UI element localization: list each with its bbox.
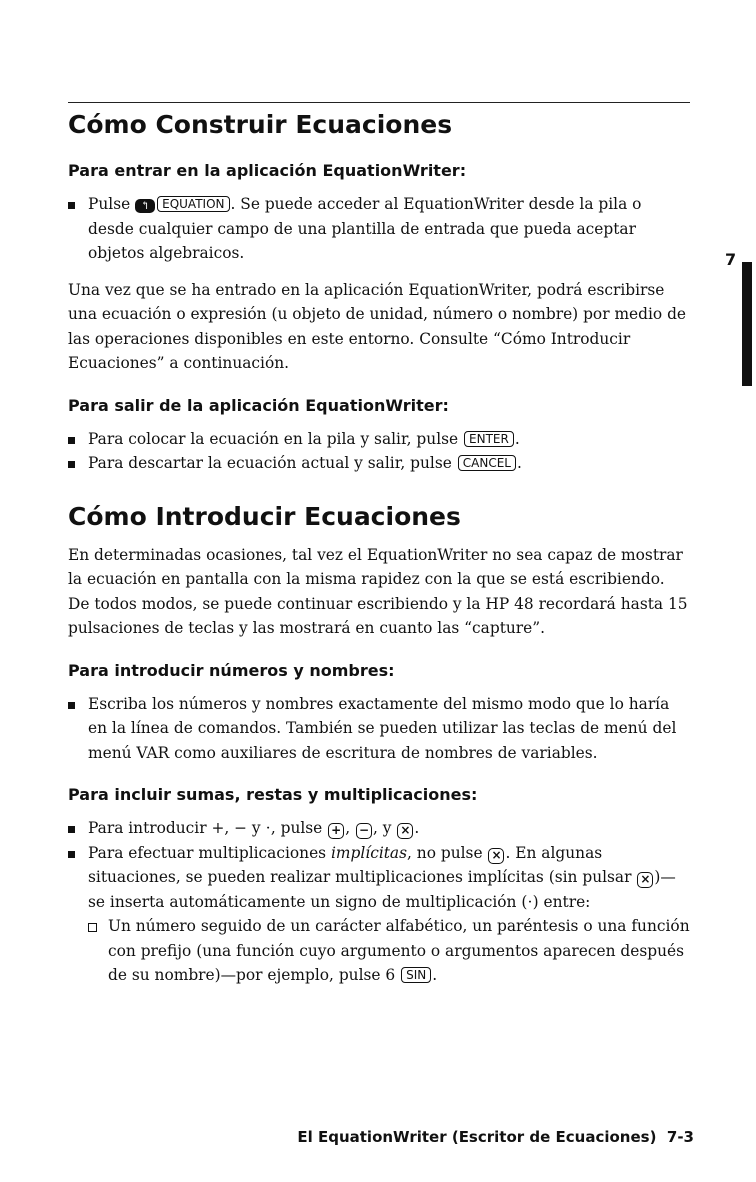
heading-numbers-names: Para introducir números y nombres: [68, 660, 395, 680]
cancel-key: CANCEL [458, 455, 516, 471]
times-key: × [488, 848, 504, 864]
list-item: Para descartar la ecuación actual y salir, pulse CANCEL . [68, 451, 690, 476]
chapter-number: 7 [725, 250, 737, 269]
page-number: 7-3 [666, 1128, 694, 1146]
enter-key: ENTER [464, 431, 514, 447]
implicit-sub-list [88, 914, 690, 988]
enter-bullet-list [68, 192, 690, 266]
page-content [68, 110, 690, 988]
sin-key: SIN [401, 967, 431, 983]
footer-title: El EquationWriter (Escritor de Ecuaciones) [297, 1128, 657, 1146]
heading-exit-equationwriter: Para salir de la aplicación EquationWriter: [68, 395, 449, 415]
list-item: Un número seguido de un carácter alfabético, un paréntesis o una función con prefijo (una función cuyo argumento o argumentos aparecen después de su nombre)—por ejemplo, pulse 6 SIN . [88, 914, 690, 988]
list-item: Escriba los números y nombres exactamente del mismo modo que lo haría en la línea de comandos. También se pueden utilizar las teclas de menú del menú VAR como auxiliares de escritura de nombres de variables. [68, 692, 690, 766]
emphasis-implicitas: implícitas [330, 843, 407, 862]
list-item: Para colocar la ecuación en la pila y salir, pulse ENTER . [68, 427, 690, 452]
times-key: × [637, 872, 653, 888]
intro-ecuaciones-paragraph: En determinadas ocasiones, tal vez el EquationWriter no sea capaz de mostrar la ecuación en pantalla con la misma rapidez con la que se está escribiendo. De todos modos, se puede continuar escribiendo y la HP 48 recordará hasta 15 pulsaciones de teclas y las mostrará en cuanto las “capture”. [68, 545, 688, 637]
top-rule [68, 102, 690, 103]
plus-key: + [328, 823, 344, 839]
equation-key: EQUATION [157, 196, 229, 212]
section-title-construir: Cómo Construir Ecuaciones [68, 110, 453, 139]
exit-bullet-list [68, 427, 690, 476]
heading-enter-equationwriter: Para entrar en la aplicación EquationWriter: [68, 161, 467, 180]
numbers-bullet-list [68, 692, 690, 766]
list-item: Para efectuar multiplicaciones implícitas, no pulse × . En algunas situaciones, se pueden realizar multiplicaciones implícitas (sin pulsar × )—se inserta automáticamente un signo de multiplicación (⋅) entre: Un número seguido de un carácter alfabético, un paréntesis o una función con prefijo (una función cuyo argumento o argumentos aparecen después de su nombre)—por ejemplo, pulse 6 SIN . [68, 841, 690, 988]
sums-bullet-list [68, 816, 690, 988]
minus-key: − [356, 823, 372, 839]
list-item: Pulse ↰ EQUATION . Se puede acceder al EquationWriter desde la pila o desde cualquier campo de una plantilla de entrada que pueda aceptar objetos algebraicos. [68, 192, 690, 266]
intro-paragraph: Una vez que se ha entrado en la aplicación EquationWriter, podrá escribirse una ecuación o expresión (u objeto de unidad, número o nombre) por medio de las operaciones disponibles en este entorno. Consulte “Cómo Introducir Ecuaciones” a continuación. [68, 280, 687, 372]
chapter-tab-marker [742, 262, 752, 386]
section-title-introducir: Cómo Introducir Ecuaciones [68, 501, 461, 531]
page-footer [297, 1128, 694, 1146]
list-item: Para introducir +, − y ⋅, pulse + , − , y × . [68, 816, 690, 841]
times-key: × [397, 823, 413, 839]
left-shift-key-icon: ↰ [135, 199, 155, 213]
heading-sums: Para incluir sumas, restas y multiplicaciones: [68, 785, 478, 804]
